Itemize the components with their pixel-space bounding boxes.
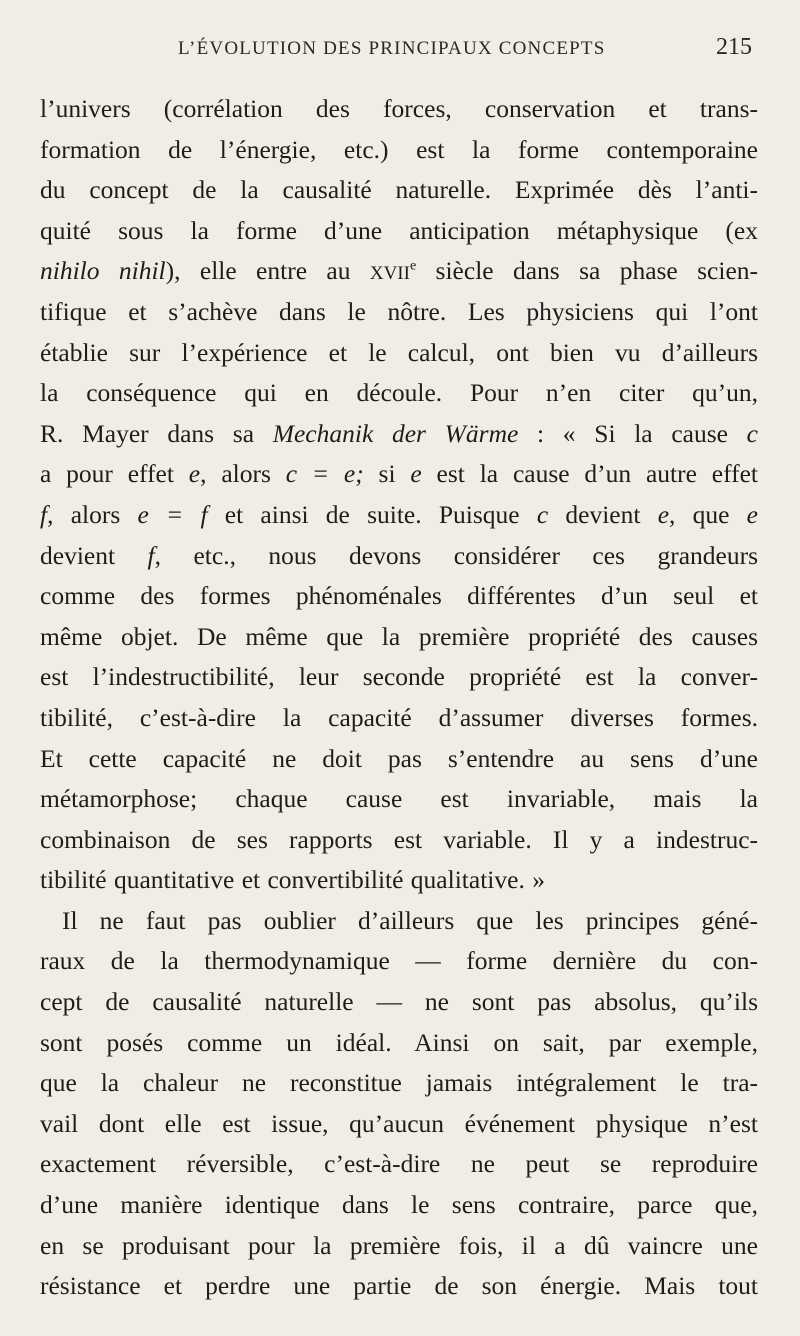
text-line: cept de causalité naturelle — ne sont pas absolus, qu’ils <box>40 987 758 1017</box>
italic-equation: c = e; <box>285 459 364 489</box>
italic-equation: e = f <box>137 499 208 529</box>
running-title: L’ÉVOLUTION DES PRINCIPAUX CONCEPTS <box>178 38 606 59</box>
text-line: vail dont elle est issue, qu’aucun événement physique n’est <box>40 1108 758 1138</box>
text-run: , etc., nous devons considérer ces grandeurs <box>154 540 758 570</box>
text-run: , que <box>669 499 747 529</box>
text-line: exactement réversible, c’est-à-dire ne peut se reproduire <box>40 1149 758 1179</box>
text-line: l’univers (corrélation des forces, conservation et trans- <box>40 94 758 123</box>
italic-variable: f <box>147 540 155 570</box>
italic-variable: f <box>40 499 48 529</box>
text-line: tibilité, c’est-à-dire la capacité d’assumer diverses formes. <box>40 702 758 732</box>
running-head <box>0 34 800 68</box>
small-caps-numeral: XVII <box>369 263 410 285</box>
text-run: : « Si la cause <box>518 418 747 448</box>
italic-variable: e <box>746 499 758 529</box>
text-run: R. Mayer dans sa <box>40 418 273 448</box>
text-line: que la chaleur ne reconstitue jamais intégralement le tra- <box>40 1068 758 1098</box>
text-line: même objet. De même que la première propriété des causes <box>40 621 758 651</box>
text-line: raux de la thermodynamique — forme dernière du con- <box>40 946 758 976</box>
text-run: , alors <box>47 499 138 529</box>
text-line: du concept de la causalité naturelle. Exprimée dès l’anti- <box>40 175 758 205</box>
text-run: et ainsi de suite. Puisque <box>207 499 537 529</box>
text-line <box>40 454 758 495</box>
text-line: tibilité quantitative et convertibilité qualitative. » <box>40 865 545 895</box>
text-run: devient <box>548 499 658 529</box>
text-run: , alors <box>200 459 286 489</box>
text-line: Et cette capacité ne doit pas s’entendre au sens d’une <box>40 743 758 773</box>
body-text <box>40 89 758 1307</box>
text-run: si <box>363 459 411 489</box>
text-run: siècle dans sa phase scien- <box>416 256 759 286</box>
text-line: tifique et s’achève dans le nôtre. Les physiciens qui l’ont <box>40 296 758 326</box>
text-run: ), elle entre au <box>165 256 370 286</box>
text-line: quité sous la forme d’une anticipation métaphysique (ex <box>40 215 758 245</box>
text-run: a pour effet <box>40 459 189 489</box>
page-number: 215 <box>716 34 752 60</box>
text-line: est l’indestructibilité, leur seconde propriété est la conver- <box>40 662 758 692</box>
text-run: est la cause d’un autre effet <box>421 459 759 489</box>
text-line: résistance et perdre une partie de son énergie. Mais tout <box>40 1271 758 1301</box>
text-line: métamorphose; chaque cause est invariable, mais la <box>40 784 758 814</box>
text-line: sont posés comme un idéal. Ainsi on sait, par exemple, <box>40 1027 758 1057</box>
text-line: d’une manière identique dans le sens contraire, parce que, <box>40 1190 758 1220</box>
text-line: Il ne faut pas oublier d’ailleurs que les principes géné- <box>62 905 758 935</box>
text-line <box>40 536 758 577</box>
text-line <box>40 251 758 292</box>
text-line: établie sur l’expérience et le calcul, ont bien vu d’ailleurs <box>40 337 758 367</box>
text-run: devient <box>40 540 148 570</box>
text-line: la conséquence qui en découle. Pour n’en citer qu’un, <box>40 378 758 408</box>
italic-variable: e <box>410 459 422 489</box>
text-line: combinaison de ses rapports est variable. Il y a indestruc- <box>40 824 758 854</box>
text-line <box>40 414 758 455</box>
italic-variable: c <box>536 499 549 529</box>
italic-phrase: nihilo nihil <box>40 256 166 286</box>
text-line: formation de l’énergie, etc.) est la forme contemporaine <box>40 134 758 164</box>
text-line: comme des formes phénoménales différentes d’un seul et <box>40 581 758 611</box>
text-line <box>40 495 758 536</box>
italic-variable: e <box>657 499 670 529</box>
text-line: en se produisant pour la première fois, il a dû vaincre une <box>40 1230 758 1260</box>
italic-variable: e <box>188 459 201 489</box>
superscript: e <box>409 258 417 274</box>
book-title: Mechanik der Wärme <box>272 418 519 448</box>
italic-variable: c <box>746 418 758 448</box>
